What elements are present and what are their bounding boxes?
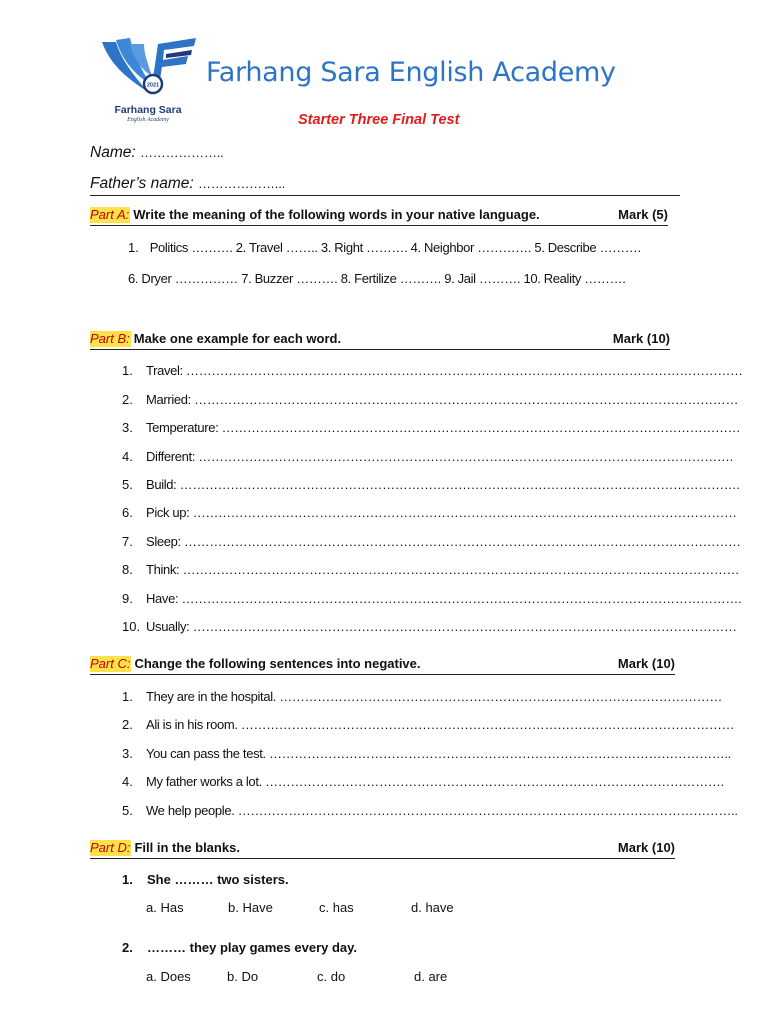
option-a[interactable]: a. Has — [146, 900, 184, 915]
item-text: They are in the hospital. …………………………………………………………………………………………… — [146, 689, 723, 704]
part-a-line-1 — [128, 240, 641, 255]
name-blank: ……………….. — [139, 145, 224, 160]
part-d-heading — [90, 840, 675, 859]
list-item[interactable] — [122, 746, 731, 761]
list-item[interactable] — [122, 689, 722, 704]
question-1 — [122, 872, 289, 887]
item-text: Different: ………………………………………………………………………………………………………………. — [146, 449, 733, 464]
academy-logo — [96, 34, 200, 128]
question-text: ……… they play games every day. — [147, 940, 358, 955]
item-text: Ali is in his room. ……………………………………………………………………………………………………… — [146, 717, 735, 732]
list-item[interactable] — [122, 477, 740, 492]
logo-emblem-icon — [96, 34, 200, 106]
item-text: Temperature: …………………………………………………………………………………………………………… — [146, 420, 741, 435]
part-d-tag: Part D: — [90, 840, 131, 855]
logo-subtitle: English Academy — [127, 117, 169, 123]
option-b[interactable]: b. Have — [228, 900, 273, 915]
question-number: 1. — [122, 872, 133, 887]
item-text: Sleep: …………………………………………………………………………………………………………………… — [146, 534, 741, 549]
academy-title: Farhang Sara English Academy — [206, 57, 616, 88]
logo-year: 2021 — [146, 82, 160, 89]
list-item[interactable] — [122, 534, 741, 549]
item-text: Usually: ………………………………………………………………………………………………………………… — [146, 619, 737, 634]
item-number: 4. — [122, 449, 133, 464]
list-item[interactable] — [122, 619, 737, 634]
item-text: Think: …………………………………………………………………………………………………………………… — [146, 562, 740, 577]
item-number: 2. — [122, 717, 133, 732]
question-text: She ……… two sisters. — [147, 872, 289, 887]
part-d-instruction: Fill in the blanks. — [134, 840, 240, 855]
item-text: Travel: …………………………………………………………………………………………………………………… — [146, 363, 743, 378]
part-a-line-1-num: 1. — [128, 240, 139, 255]
name-field[interactable] — [90, 144, 224, 162]
part-a-tag: Part A: — [90, 207, 130, 222]
item-number: 5. — [122, 477, 133, 492]
option-b[interactable]: b. Do — [227, 969, 259, 984]
part-d-mark: Mark (10) — [617, 840, 675, 855]
item-number: 9. — [122, 591, 133, 606]
part-c-mark: Mark (10) — [617, 656, 675, 671]
father-name-field[interactable] — [90, 175, 285, 193]
item-number: 7. — [122, 534, 133, 549]
list-item[interactable] — [122, 717, 734, 732]
list-item[interactable] — [122, 591, 741, 606]
list-item[interactable] — [122, 392, 738, 407]
option-a[interactable]: a. Does — [146, 969, 191, 984]
item-text: Have: ……………………………………………………………………………………………………………………. — [146, 591, 742, 606]
item-number: 10. — [122, 619, 141, 634]
item-number: 6. — [122, 505, 133, 520]
part-b-instruction: Make one example for each word. — [133, 331, 342, 346]
part-b-tag: Part B: — [90, 331, 130, 346]
list-item[interactable] — [122, 449, 733, 464]
part-c-tag: Part C: — [90, 656, 131, 671]
list-item[interactable] — [122, 803, 738, 818]
part-c-heading — [90, 656, 675, 675]
part-b-heading — [90, 331, 670, 350]
list-item[interactable] — [122, 774, 724, 789]
item-text: Build: ……………………………………………………………………………………………………………………. — [146, 477, 740, 492]
option-d[interactable]: d. have — [411, 900, 454, 915]
list-item[interactable] — [122, 363, 743, 378]
list-item[interactable] — [122, 420, 740, 435]
part-a-line-2: 6. Dryer …………… 7. Buzzer ………. 8. Fertilize ………. 9. Jail ………. 10. Reality ………. — [128, 271, 626, 286]
item-number: 1. — [122, 689, 133, 704]
logo-name: Farhang Sara — [114, 104, 182, 116]
item-number: 3. — [122, 746, 133, 761]
header-divider — [90, 195, 680, 196]
part-a-line-1-text: Politics ………. 2. Travel …….. 3. Right ………. 4. Neighbor …………. 5. Describe ………. — [149, 240, 641, 255]
option-c[interactable]: c. has — [319, 900, 354, 915]
item-number: 4. — [122, 774, 133, 789]
item-number: 5. — [122, 803, 133, 818]
item-number: 8. — [122, 562, 133, 577]
part-a-heading — [90, 207, 668, 226]
list-item[interactable] — [122, 562, 739, 577]
item-text: We help people. ……………………………………………………………………………………………………….. — [146, 803, 738, 818]
item-number: 2. — [122, 392, 133, 407]
item-text: My father works a lot. ………………………………………………………………………………………………. — [146, 774, 724, 789]
list-item[interactable] — [122, 505, 737, 520]
father-name-blank: ………………... — [197, 176, 286, 191]
item-text: Pick up: ………………………………………………………………………………………………………………… — [146, 505, 737, 520]
item-number: 1. — [122, 363, 133, 378]
question-number: 2. — [122, 940, 133, 955]
part-b-mark: Mark (10) — [612, 331, 670, 346]
name-label: Name: — [90, 144, 136, 161]
question-2 — [122, 940, 357, 955]
part-a-instruction: Write the meaning of the following words in your native language. — [133, 207, 540, 222]
item-number: 3. — [122, 420, 133, 435]
item-text: You can pass the test. ……………………………………………………………………………………………….. — [146, 746, 731, 761]
part-a-mark: Mark (5) — [618, 207, 668, 222]
test-title: Starter Three Final Test — [298, 112, 460, 128]
item-text: Married: ………………………………………………………………………………………………………………… — [146, 392, 739, 407]
option-d[interactable]: d. are — [414, 969, 448, 984]
father-name-label: Father’s name: — [90, 175, 194, 192]
part-c-instruction: Change the following sentences into negative. — [134, 656, 421, 671]
option-c[interactable]: c. do — [317, 969, 346, 984]
